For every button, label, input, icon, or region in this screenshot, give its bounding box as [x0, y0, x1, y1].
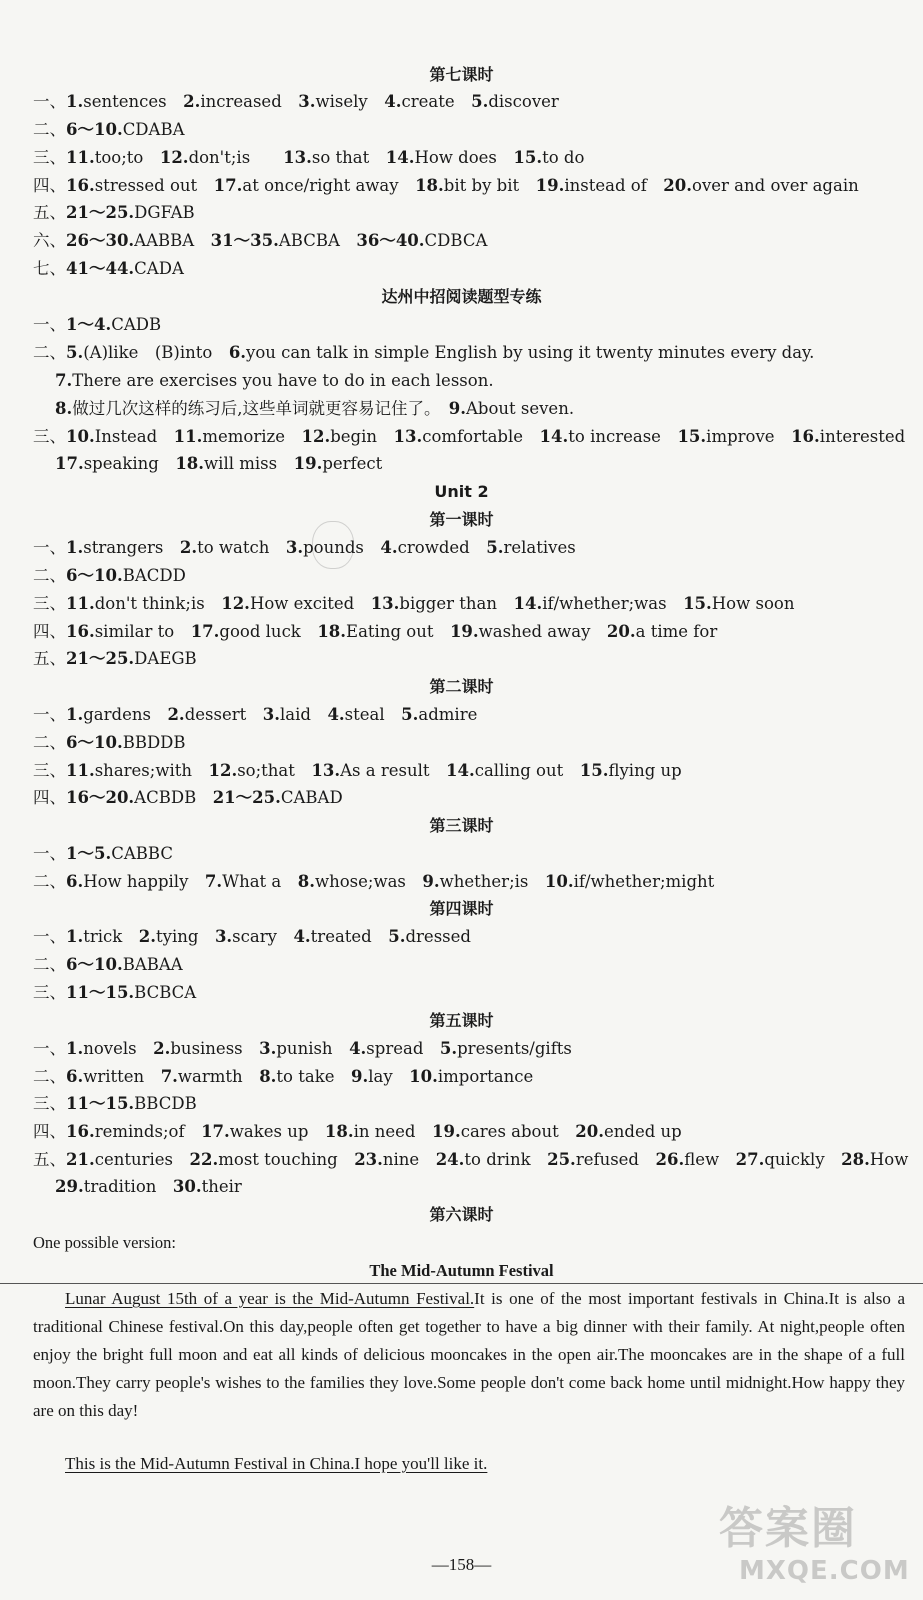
answer-line: 7.There are exercises you have to do in each lesson. — [55, 371, 494, 390]
answer-line: 三、10.Instead 11.memorize 12.begin 13.comfortable 14.to increase 15.improve 16.interested — [33, 427, 906, 446]
answer-line: 二、5.(A)like (B)into 6.you can talk in simple English by using it twenty minutes every day. — [33, 343, 815, 362]
lesson-2-heading: 第二课时 — [429, 677, 494, 696]
answer-line: 四、16.similar to 17.good luck 18.Eating out 19.washed away 20.a time for — [33, 622, 718, 641]
answer-line: 一、1.gardens 2.dessert 3.laid 4.steal 5.admire — [33, 705, 478, 724]
divider — [0, 1283, 923, 1284]
answer-line: 四、16～20.ACBDB 21～25.CABAD — [33, 788, 343, 807]
answer-line: 五、21～25.DAEGB — [33, 649, 197, 668]
answer-line: 三、11.too;to 12.don't;is 13.so that 14.How does 15.to do — [33, 148, 585, 167]
unit-2-heading: Unit 2 — [434, 482, 489, 501]
essay-intro: One possible version: — [33, 1233, 176, 1252]
answer-line: 四、16.reminds;of 17.wakes up 18.in need 19.cares about 20.ended up — [33, 1122, 682, 1141]
answer-line: 七、41～44.CADA — [33, 259, 184, 278]
essay-paragraph — [33, 1285, 905, 1425]
answer-line: 一、1.strangers 2.to watch 3.pounds 4.crowded 5.relatives — [33, 538, 576, 557]
answer-line: 一、1～5.CABBC — [33, 844, 173, 863]
reading-practice-heading: 达州中招阅读题型专练 — [381, 287, 542, 306]
essay-closing: This is the Mid-Autumn Festival in China.I hope you'll like it. — [65, 1454, 488, 1473]
essay-title: The Mid-Autumn Festival — [369, 1261, 554, 1280]
answer-line: 二、6.How happily 7.What a 8.whose;was 9.whether;is 10.if/whether;might — [33, 872, 715, 891]
page-number: —158— — [431, 1555, 492, 1574]
answer-line: 一、1.sentences 2.increased 3.wisely 4.create 5.discover — [33, 92, 559, 111]
answer-line: 一、1～4.CADB — [33, 315, 162, 334]
answer-line: 五、21.centuries 22.most touching 23.nine 24.to drink 25.refused 26.flew 27.quickly 28.How — [33, 1150, 909, 1169]
answer-line: 三、11.don't think;is 12.How excited 13.bigger than 14.if/whether;was 15.How soon — [33, 594, 795, 613]
essay-body: It is one of the most important festivals in China.It is also a traditional Chinese festival.On this day,people often get together to have a big dinner with their family. At night,people often enjoy the bright full moon and eat all kinds of delicious mooncakes in the open air.The mooncakes are in the shape of a full moon.They carry people's wishes to the families they love.Some people don't come back home until midnight.How happy they are on this day! — [33, 1289, 905, 1420]
answer-line: 六、26～30.AABBA 31～35.ABCBA 36～40.CDBCA — [33, 231, 488, 250]
lesson-4-heading: 第四课时 — [429, 899, 494, 918]
lesson-7-heading: 第七课时 — [429, 65, 494, 84]
answer-line: 二、6.written 7.warmth 8.to take 9.lay 10.importance — [33, 1067, 534, 1086]
answer-line: 一、1.novels 2.business 3.punish 4.spread 5.presents/gifts — [33, 1039, 572, 1058]
answer-line: 四、16.stressed out 17.at once/right away 18.bit by bit 19.instead of 20.over and over again — [33, 176, 859, 195]
site-watermark — [719, 1492, 909, 1592]
answer-line: 三、11～15.BBCDB — [33, 1094, 197, 1113]
answer-line: 二、6～10.BBDDB — [33, 733, 186, 752]
watermark-url: MXQE.COM — [739, 1556, 910, 1586]
answer-line: 二、6～10.BACDD — [33, 566, 186, 585]
answer-line: 二、6～10.CDABA — [33, 120, 185, 139]
lesson-3-heading: 第三课时 — [429, 816, 494, 835]
answer-line: 一、1.trick 2.tying 3.scary 4.treated 5.dressed — [33, 927, 471, 946]
answer-line: 二、6～10.BABAA — [33, 955, 183, 974]
answer-line: 29.tradition 30.their — [55, 1177, 242, 1196]
lesson-6-heading: 第六课时 — [429, 1205, 494, 1224]
essay-underlined-sentence: Lunar August 15th of a year is the Mid-Autumn Festival. — [65, 1289, 475, 1308]
answer-line: 三、11～15.BCBCA — [33, 983, 197, 1002]
answer-line: 五、21～25.DGFAB — [33, 203, 195, 222]
answer-line: 8.做过几次这样的练习后,这些单词就更容易记住了。 9.About seven. — [55, 399, 575, 418]
watermark-logo-text: 答案圈 — [719, 1503, 857, 1554]
lesson-1-heading: 第一课时 — [429, 510, 494, 529]
lesson-5-heading: 第五课时 — [429, 1011, 494, 1030]
answer-line: 17.speaking 18.will miss 19.perfect — [55, 454, 383, 473]
answer-line: 三、11.shares;with 12.so;that 13.As a result 14.calling out 15.flying up — [33, 761, 682, 780]
